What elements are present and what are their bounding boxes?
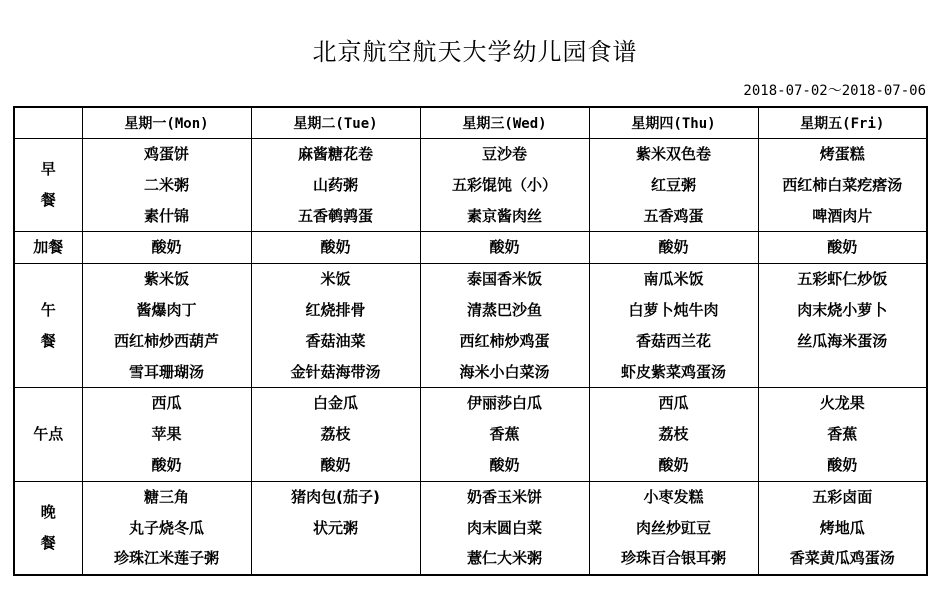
menu-cell xyxy=(251,481,420,575)
dish-item: 香菇西兰花 xyxy=(635,331,711,350)
dish-item: 五香鸡蛋 xyxy=(643,206,704,225)
dish-item: 小枣发糕 xyxy=(643,487,704,506)
menu-cell xyxy=(589,388,758,481)
dish-item: 紫米饭 xyxy=(143,270,189,289)
dish-item: 火龙果 xyxy=(819,394,865,413)
menu-cell xyxy=(589,481,758,575)
meal-label xyxy=(14,388,82,481)
dish-item: 酸奶 xyxy=(827,455,858,474)
menu-cell xyxy=(758,264,927,388)
meal-label-text: 餐 xyxy=(40,331,56,350)
dish-item: 猪肉包(茄子) xyxy=(291,487,380,506)
dish-item: 西红柿白菜疙瘩汤 xyxy=(782,175,903,194)
menu-cell xyxy=(82,388,251,481)
dish-item: 苹果 xyxy=(151,425,182,444)
meal-label-text: 午 xyxy=(40,300,56,319)
menu-cell xyxy=(420,481,589,575)
dish-item: 肉末圆白菜 xyxy=(466,518,542,537)
dish-item: 状元粥 xyxy=(312,518,358,537)
dish-item: 西瓜 xyxy=(151,394,182,413)
meal-label-text: 早 xyxy=(40,160,56,179)
dish-item: 酸奶 xyxy=(827,238,858,257)
dish-item: 金针菇海带汤 xyxy=(290,362,381,381)
dish-item: 荔枝 xyxy=(320,425,351,444)
meal-row-lunch xyxy=(14,264,927,388)
dish-item: 素什锦 xyxy=(143,206,189,225)
header-row xyxy=(14,107,927,139)
dish-item: 香菜黄瓜鸡蛋汤 xyxy=(789,549,895,568)
day-header: 星期一(Mon) xyxy=(82,107,251,139)
menu-cell xyxy=(589,232,758,264)
dish-item: 米饭 xyxy=(320,270,351,289)
dish-item: 珍珠江米莲子粥 xyxy=(113,549,219,568)
menu-cell xyxy=(758,481,927,575)
menu-cell xyxy=(251,388,420,481)
dish-item: 酸奶 xyxy=(489,238,520,257)
meal-label-text: 餐 xyxy=(40,191,56,210)
dish-item xyxy=(252,543,420,574)
meal-label xyxy=(14,264,82,388)
dish-item: 酸奶 xyxy=(151,455,182,474)
dish-item: 糖三角 xyxy=(143,487,189,506)
dish-item: 酸奶 xyxy=(489,455,520,474)
dish-item: 红烧排骨 xyxy=(305,300,366,319)
dish-item: 酸奶 xyxy=(320,238,351,257)
meal-label-text: 加餐 xyxy=(33,238,64,257)
dish-item: 豆沙卷 xyxy=(481,145,527,163)
menu-cell xyxy=(82,264,251,388)
dish-item: 五香鹌鹑蛋 xyxy=(297,206,373,225)
dish-item: 酸奶 xyxy=(151,238,182,257)
meal-row-afternoon-snack xyxy=(14,388,927,481)
meal-label-text: 午点 xyxy=(33,425,64,444)
menu-cell xyxy=(420,139,589,232)
day-header: 星期三(Wed) xyxy=(420,107,589,139)
dish-item: 海米小白菜汤 xyxy=(459,362,550,381)
menu-cell xyxy=(420,264,589,388)
dish-item: 泰国香米饭 xyxy=(466,270,542,289)
menu-cell xyxy=(82,481,251,575)
day-header: 星期五(Fri) xyxy=(758,107,927,139)
dish-item: 南瓜米饭 xyxy=(643,270,704,289)
dish-item: 丝瓜海米蛋汤 xyxy=(797,331,888,350)
dish-item: 麻酱糖花卷 xyxy=(297,145,373,163)
dish-item: 虾皮紫菜鸡蛋汤 xyxy=(620,362,726,381)
dish-item: 啤酒肉片 xyxy=(812,206,873,225)
dish-item: 西红柿炒西葫芦 xyxy=(113,331,219,350)
dish-item: 奶香玉米饼 xyxy=(466,487,542,506)
dish-item: 珍珠百合银耳粥 xyxy=(620,549,726,568)
meal-label xyxy=(14,139,82,232)
menu-table xyxy=(13,106,928,576)
dish-item: 伊丽莎白瓜 xyxy=(466,394,542,413)
dish-item: 酸奶 xyxy=(658,455,689,474)
menu-cell xyxy=(251,264,420,388)
dish-item: 香蕉 xyxy=(489,425,520,444)
dish-item: 荔枝 xyxy=(658,425,689,444)
menu-cell xyxy=(758,139,927,232)
header-corner xyxy=(14,107,82,139)
menu-cell xyxy=(420,388,589,481)
meal-row-snack xyxy=(14,232,927,264)
meal-label xyxy=(14,232,82,264)
meal-label xyxy=(14,481,82,575)
menu-cell xyxy=(758,232,927,264)
dish-item: 烤蛋糕 xyxy=(819,145,865,163)
dish-item: 山药粥 xyxy=(312,175,358,194)
dish-item: 素京酱肉丝 xyxy=(466,206,542,225)
page-title: 北京航空航天大学幼儿园食谱 xyxy=(312,38,638,66)
meal-row-breakfast xyxy=(14,139,927,232)
menu-cell xyxy=(589,139,758,232)
dish-item: 鸡蛋饼 xyxy=(143,145,189,163)
meal-label-text: 餐 xyxy=(40,533,56,552)
dish-item: 雪耳珊瑚汤 xyxy=(128,362,204,381)
dish-item: 白萝卜炖牛肉 xyxy=(628,300,719,319)
dish-item: 酸奶 xyxy=(320,455,351,474)
dish-item: 香蕉 xyxy=(827,425,858,444)
date-range: 2018-07-02～2018-07-06 xyxy=(743,83,926,99)
dish-item xyxy=(759,357,927,388)
dish-item: 五彩馄饨（小） xyxy=(451,175,557,194)
dish-item: 肉末烧小萝卜 xyxy=(797,300,888,319)
meal-label-text: 晚 xyxy=(40,503,56,522)
dish-item: 香菇油菜 xyxy=(305,331,366,350)
dish-item: 薏仁大米粥 xyxy=(466,549,542,568)
dish-item: 肉丝炒豇豆 xyxy=(635,518,711,537)
dish-item: 丸子烧冬瓜 xyxy=(128,518,204,537)
menu-cell xyxy=(420,232,589,264)
menu-cell xyxy=(82,232,251,264)
dish-item: 西瓜 xyxy=(658,394,689,413)
day-header: 星期四(Thu) xyxy=(589,107,758,139)
day-header: 星期二(Tue) xyxy=(251,107,420,139)
menu-cell xyxy=(758,388,927,481)
dish-item: 红豆粥 xyxy=(650,175,696,194)
dish-item: 酸奶 xyxy=(658,238,689,257)
dish-item: 白金瓜 xyxy=(312,394,358,413)
dish-item: 五彩虾仁炒饭 xyxy=(797,270,888,289)
dish-item: 酱爆肉丁 xyxy=(136,300,197,319)
dish-item: 烤地瓜 xyxy=(819,518,865,537)
dish-item: 西红柿炒鸡蛋 xyxy=(459,331,550,350)
dish-item: 紫米双色卷 xyxy=(635,145,711,163)
meal-row-dinner xyxy=(14,481,927,575)
dish-item: 二米粥 xyxy=(143,175,189,194)
menu-cell xyxy=(251,232,420,264)
menu-cell xyxy=(251,139,420,232)
menu-cell xyxy=(82,139,251,232)
dish-item: 五彩卤面 xyxy=(812,487,873,506)
dish-item: 清蒸巴沙鱼 xyxy=(466,300,542,319)
menu-cell xyxy=(589,264,758,388)
